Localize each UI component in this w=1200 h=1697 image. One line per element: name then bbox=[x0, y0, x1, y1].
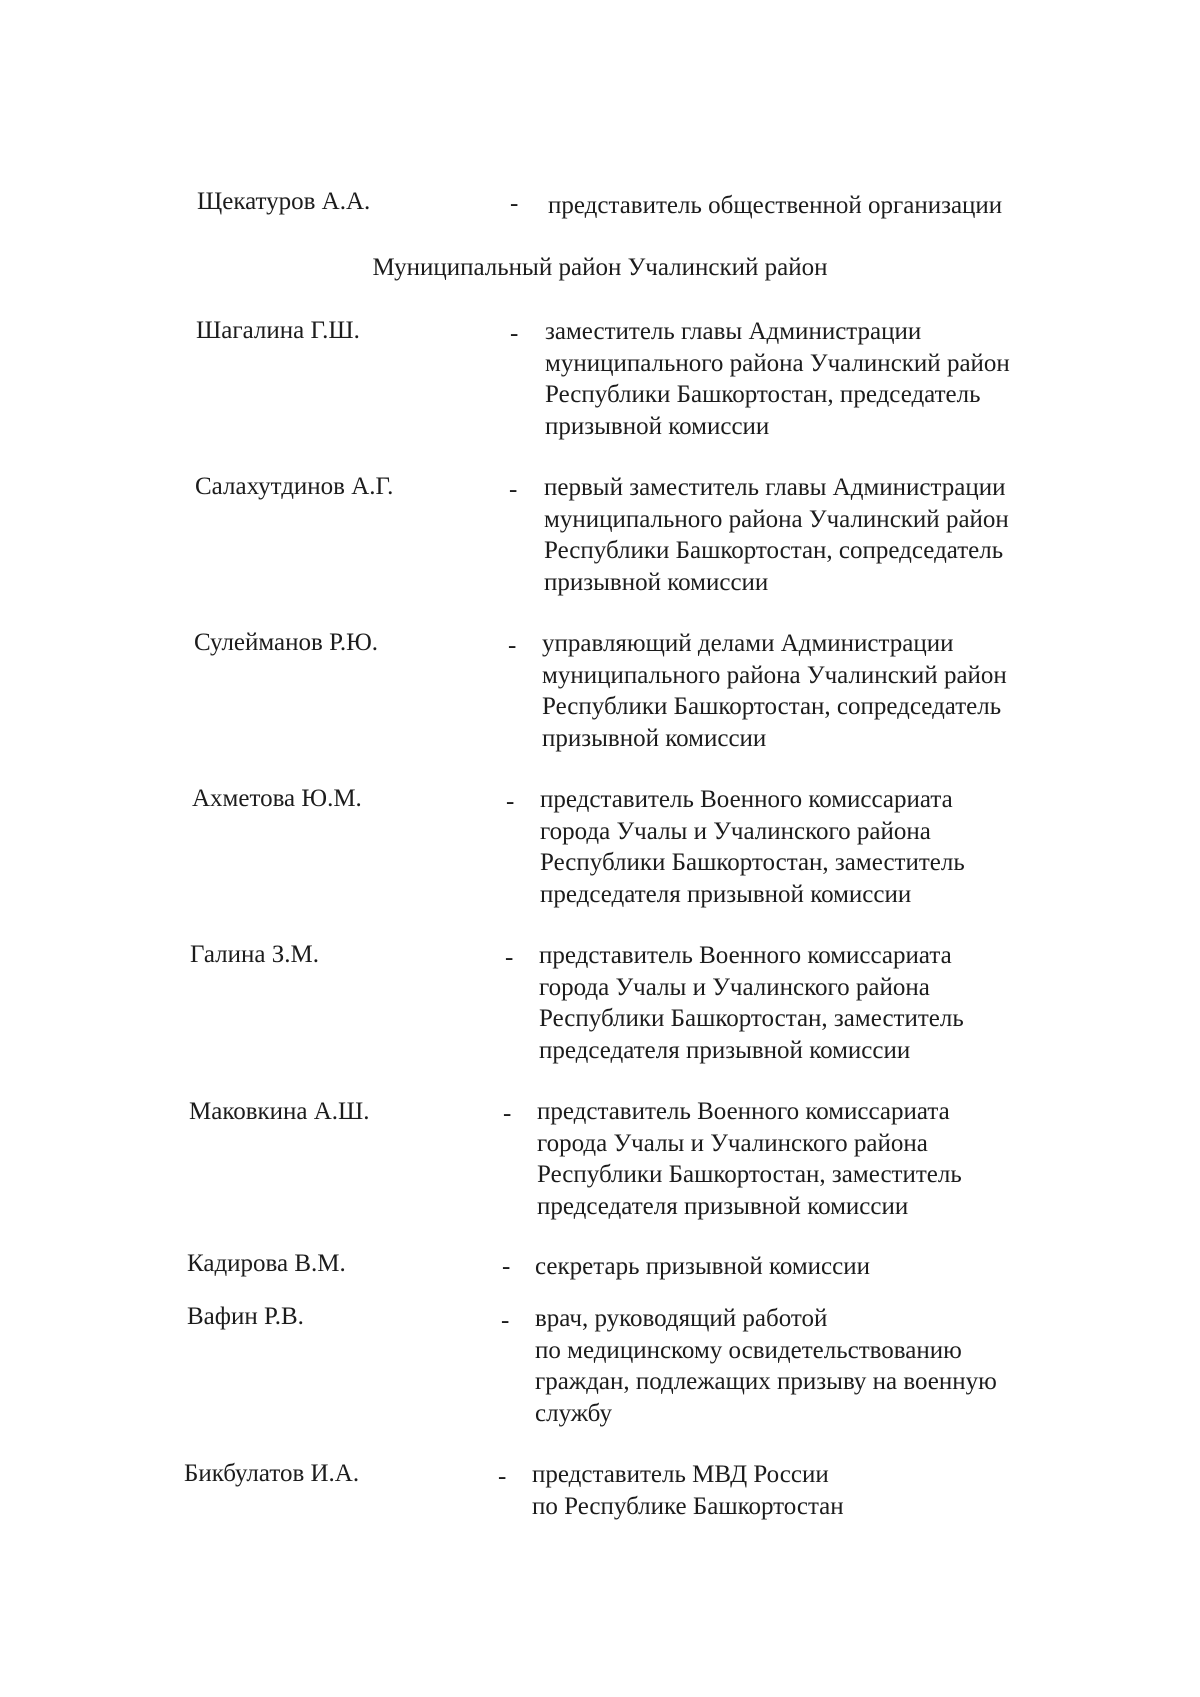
member-name: Ахметова Ю.М. bbox=[192, 785, 362, 812]
member-name: Салахутдинов А.Г. bbox=[195, 473, 394, 500]
member-name: Бикбулатов И.А. bbox=[184, 1460, 360, 1487]
member-role: первый заместитель главы Администрации муниципального района Учалинский район Республики Башкортостан, сопредседатель призывной комиссии bbox=[544, 474, 1009, 596]
member-dash: - bbox=[509, 476, 518, 503]
member-name: Маковкина А.Ш. bbox=[189, 1098, 370, 1125]
member-dash: - bbox=[503, 1100, 512, 1127]
member-role: секретарь призывной комиссии bbox=[535, 1253, 871, 1280]
member-role: представитель МВД России по Республике Башкортостан bbox=[532, 1461, 844, 1520]
member-name: Галина З.М. bbox=[190, 941, 319, 968]
member-role: заместитель главы Администрации муниципального района Учалинский район Республики Башкортостан, председатель призывной комиссии bbox=[545, 318, 1010, 440]
section-heading: Муниципальный район Учалинский район bbox=[372, 254, 828, 281]
member-role: управляющий делами Администрации муниципального района Учалинский район Республики Башкортостан, сопредседатель призывной комиссии bbox=[542, 630, 1007, 752]
member-dash: - bbox=[505, 944, 514, 971]
member-role: представитель общественной организации bbox=[548, 192, 1003, 219]
member-role: представитель Военного комиссариата города Учалы и Учалинского района Республики Башкортостан, заместитель председателя призывной комиссии bbox=[540, 786, 965, 908]
member-dash: - bbox=[501, 1307, 510, 1334]
member-dash: - bbox=[510, 190, 519, 217]
member-dash: - bbox=[506, 788, 515, 815]
member-name: Щекатуров А.А. bbox=[197, 188, 371, 215]
member-dash: - bbox=[508, 632, 517, 659]
member-name: Шагалина Г.Ш. bbox=[196, 317, 360, 344]
member-dash: - bbox=[502, 1253, 511, 1280]
member-name: Кадирова В.М. bbox=[187, 1250, 346, 1277]
member-name: Вафин Р.В. bbox=[187, 1303, 304, 1330]
member-role: представитель Военного комиссариата города Учалы и Учалинского района Республики Башкортостан, заместитель председателя призывной комиссии bbox=[537, 1098, 962, 1220]
member-dash: - bbox=[510, 320, 519, 347]
member-role: врач, руководящий работой по медицинскому освидетельствованию граждан, подлежащих призыву на военную службу bbox=[535, 1305, 997, 1427]
member-name: Сулейманов Р.Ю. bbox=[194, 629, 379, 656]
member-role: представитель Военного комиссариата города Учалы и Учалинского района Республики Башкортостан, заместитель председателя призывной комиссии bbox=[539, 942, 964, 1064]
member-dash: - bbox=[498, 1463, 507, 1490]
